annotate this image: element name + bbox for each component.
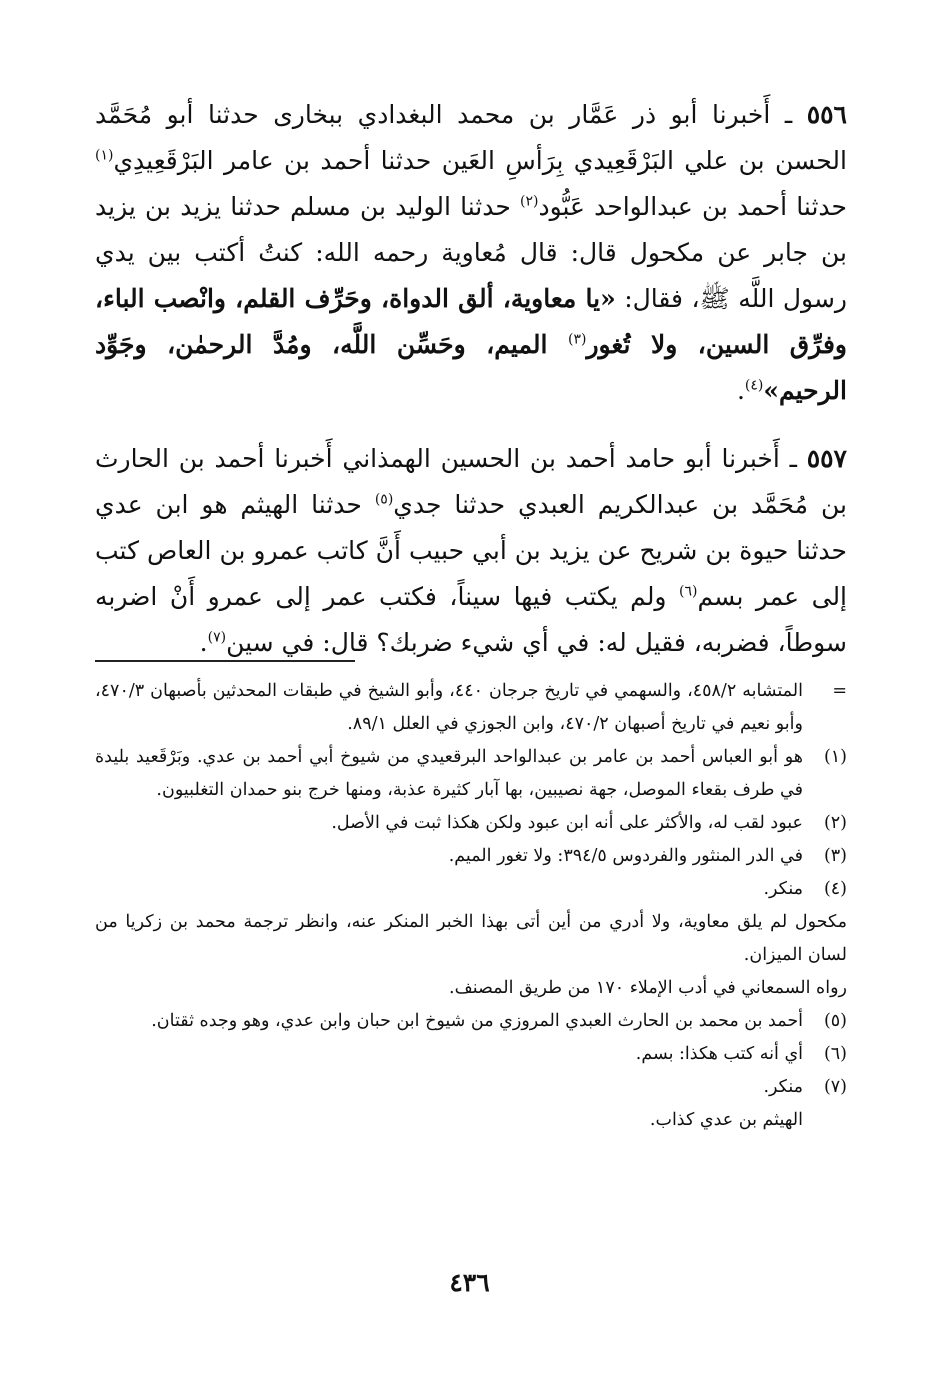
footnote-ref: (٧) <box>207 629 227 646</box>
footnote-4-source <box>95 972 847 1005</box>
footnote-1 <box>95 741 847 807</box>
footnote-4-body <box>95 906 847 972</box>
hadith-text: حدثنا أحمد بن عبدالواحد عَبُّود <box>538 192 847 221</box>
footnote-4 <box>95 873 847 906</box>
footnote-5 <box>95 1005 847 1038</box>
hadith-quote: «يا معاوية، ألق الدواة، وحَرِّف القلم، وانْصب الباء، وفرِّق السين، ولا تُغور <box>95 284 847 359</box>
footnote-marker: (٧) <box>823 1077 847 1097</box>
hadith-text: . <box>736 376 745 405</box>
footnote-marker: = <box>832 681 847 701</box>
footnote-2 <box>95 807 847 840</box>
footnote-marker: (٣) <box>823 846 847 866</box>
hadith-text: حدثنا الهيثم هو ابن عدي حدثنا حيوة بن شريح عن يزيد بن أبي حبيب أَنَّ كاتب عمرو بن العاص كتب إلى عمر بسم <box>95 490 848 611</box>
footnote-text: هو أبو العباس أحمد بن عامر بن عبدالواحد البرقعيدي من شيوخ أبي أحمد بن عدي. وبَرْقَعيد بليدة في طرف بقعاء الموصل، جهة نصيبين، بها آبار كثيرة عذبة، ومنها خرج بنو حمدان التغلبيون. <box>95 747 803 800</box>
footnote-text: الهيثم بن عدي كذاب. <box>649 1110 803 1130</box>
main-text <box>95 92 847 666</box>
footnote-marker: (٢) <box>823 813 847 833</box>
footnote-marker: (٥) <box>823 1011 847 1031</box>
hadith-text: حدثنا الوليد بن مسلم حدثنا يزيد بن يزيد بن جابر عن مكحول قال: قال مُعاوية رحمه الله: كنتُ أكتب بين يدي رسول اللَّه ﷺ، فقال: <box>95 192 847 313</box>
footnote-ref: (٥) <box>374 491 394 508</box>
hadith-text: ـ أَخبرنا أبو ذر عَمَّار بن محمد البغدادي ببخارى حدثنا أبو مُحَمَّد الحسن بن علي البَرْقَعِيدي بِرَأسِ العَين حدثنا أحمد بن عامر البَرْقَعِيدِي <box>95 100 847 175</box>
footnote-text: المتشابه ٤٥٨/٢، والسهمي في تاريخ جرجان ٤٤٠، وأبو الشيخ في طبقات المحدثين بأصبهان ٤٧٠/٣، وأبو نعيم في تاريخ أصبهان ٤٧٠/٢، وابن الجوزي في العلل ٨٩/١. <box>95 681 803 734</box>
footnote-divider <box>95 660 355 662</box>
footnote-ref: (٣) <box>567 331 587 348</box>
footnote-6 <box>95 1038 847 1071</box>
hadith-556 <box>95 92 847 414</box>
hadith-number: ٥٥٧ <box>806 444 847 473</box>
footnote-ref: (٢) <box>519 193 539 210</box>
hadith-text: ـ أَخبرنا أبو حامد أحمد بن الحسين الهمذاني أَخبرنا أحمد بن الحارث بن مُحَمَّد بن عبدالكريم العبدي حدثنا جدي <box>95 444 847 519</box>
footnote-ref: (١) <box>95 147 114 164</box>
footnote-ref: (٤) <box>744 377 764 394</box>
footnote-7 <box>95 1071 847 1104</box>
page-number: ٤٣٦ <box>449 1268 490 1297</box>
hadith-number: ٥٥٦ <box>806 100 847 129</box>
footnote-marker: (١) <box>823 747 847 767</box>
footnote-marker: (٤) <box>823 879 847 899</box>
hadith-557 <box>95 436 847 666</box>
footnote-marker: (٦) <box>823 1044 847 1064</box>
footnote-continuation <box>95 675 847 741</box>
footnote-text: رواه السمعاني في أدب الإملاء ١٧٠ من طريق المصنف. <box>449 978 847 998</box>
footnote-verdict: منكر. <box>763 1077 803 1097</box>
footnote-verdict: منكر. <box>763 879 803 899</box>
footnote-7-body <box>95 1104 847 1137</box>
book-page <box>95 92 848 1130</box>
hadith-text: . <box>199 628 208 657</box>
footnote-text: أي أنه كتب هكذا: بسم. <box>635 1044 803 1064</box>
footnote-ref: (٦) <box>679 583 698 600</box>
footnote-text: في الدر المنثور والفردوس ٣٩٤/٥: ولا تغور الميم. <box>448 846 803 866</box>
hadith-quote: الميم، وحَسِّن اللَّه، ومُدَّ الرحمٰن، وجَوِّد الرحيم» <box>95 330 847 405</box>
footnotes <box>95 675 847 1137</box>
footnote-text: أحمد بن محمد بن الحارث العبدي المروزي من شيوخ ابن حبان وابن عدي، وهو وجده ثقتان. <box>151 1011 803 1031</box>
footnote-text: مكحول لم يلق معاوية، ولا أدري من أين أتى بهذا الخبر المنكر عنه، وانظر ترجمة محمد بن زكريا من لسان الميزان. <box>95 912 847 965</box>
footnote-3 <box>95 840 847 873</box>
footnote-text: عبود لقب له، والأكثر على أنه ابن عبود ولكن هكذا ثبت في الأصل. <box>331 813 803 833</box>
hadith-text: ولم يكتب فيها سيناً، فكتب عمر إلى عمرو أَنْ اضربه سوطاً، فضربه، فقيل له: في أي شيء ضربك؟ قال: في سين <box>95 582 847 657</box>
